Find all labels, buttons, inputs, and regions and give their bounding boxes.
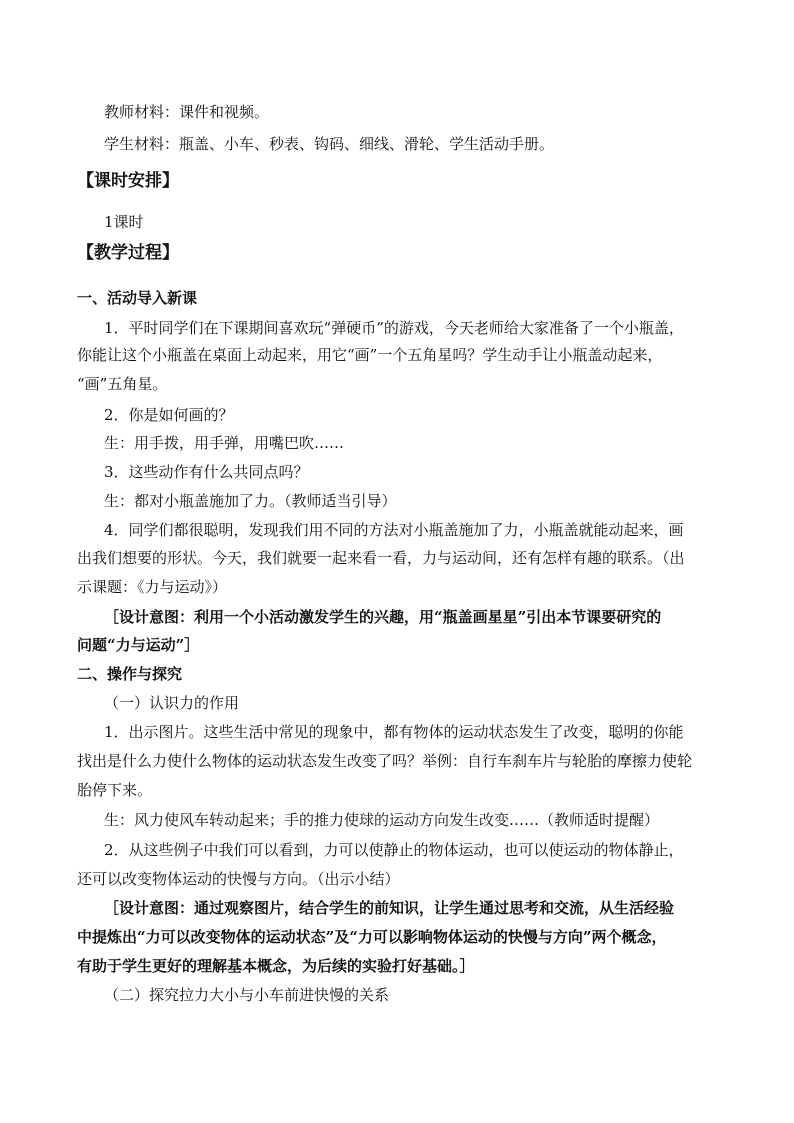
paragraph-line: 1．平时同学们在下课期间喜欢玩“弹硬币”的游戏，今天老师给大家准备了一个小瓶盖， <box>104 319 684 337</box>
design-intent: ［设计意图：利用一个小活动激发学生的兴趣，用“瓶盖画星星”引出本节课要研究的 <box>104 608 662 626</box>
paragraph-line: 示课题：《力与运动》） <box>77 578 228 596</box>
section-heading-schedule: 【课时安排】 <box>77 171 179 191</box>
paragraph-line: 2．从这些例子中我们可以看到，力可以使静止的物体运动，也可以使运动的物体静止， <box>104 841 684 859</box>
subsection-heading: （一）认识力的作用 <box>104 694 240 712</box>
paragraph-line: 3．这些动作有什么共同点吗？ <box>104 463 309 481</box>
design-intent: ［设计意图：通过观察图片，结合学生的前知识，让学生通过思考和交流，从生活经验 <box>104 899 675 917</box>
design-intent: 中提炼出“力可以改变物体的运动状态”及“力可以影响物体运动的快慢与方向”两个概念， <box>77 928 667 946</box>
paragraph-line: 你能让这个小瓶盖在桌面上动起来，用它“画”一个五角星吗？学生动手让小瓶盖动起来， <box>77 346 663 364</box>
subsection-heading: （二）探究拉力大小与小车前进快慢的关系 <box>104 986 390 1004</box>
paragraph-line: 4．同学们都很聪明，发现我们用不同的方法对小瓶盖施加了力，小瓶盖就能动起来，画 <box>104 521 684 539</box>
paragraph-line: 胎停下来。 <box>77 781 153 799</box>
teacher-materials: 教师材料：课件和视频。 <box>104 103 270 121</box>
paragraph-line: 生：都对小瓶盖施加了力。（教师适当引导） <box>104 492 397 510</box>
paragraph-line: 生：用手拨，用手弹，用嘴巴吹…… <box>104 434 345 452</box>
student-materials: 学生材料：瓶盖、小车、秒表、钩码、细线、滑轮、学生活动手册。 <box>104 135 555 153</box>
paragraph-line: 2．你是如何画的？ <box>104 406 234 424</box>
design-intent: 有助于学生更好的理解基本概念，为后续的实验打好基础。］ <box>77 957 475 975</box>
section-heading-process: 【教学过程】 <box>77 243 179 263</box>
paragraph-line: 出我们想要的形状。今天，我们就要一起来看一看，力与运动间，还有怎样有趣的联系。（出 <box>77 549 685 567</box>
part-one-heading: 一、活动导入新课 <box>77 289 198 307</box>
schedule-text: 1课时 <box>104 213 144 231</box>
paragraph-line: 还可以改变物体运动的快慢与方向。（出示小结） <box>77 870 400 888</box>
design-intent: 问题“力与运动”］ <box>77 636 200 654</box>
paragraph-line: 找出是什么力使什么物体的运动状态发生改变了吗？举例：自行车刹车片与轮胎的摩擦力使轮 <box>77 752 693 770</box>
part-two-heading: 二、操作与探究 <box>77 665 183 683</box>
paragraph-line: “画”五角星。 <box>77 375 168 393</box>
paragraph-line: 1．出示图片。这些生活中常见的现象中，都有物体的运动状态发生了改变，聪明的你能 <box>104 723 684 741</box>
paragraph-line: 生：风力使风车转动起来；手的推力使球的运动方向发生改变……（教师适时提醒） <box>104 811 660 829</box>
